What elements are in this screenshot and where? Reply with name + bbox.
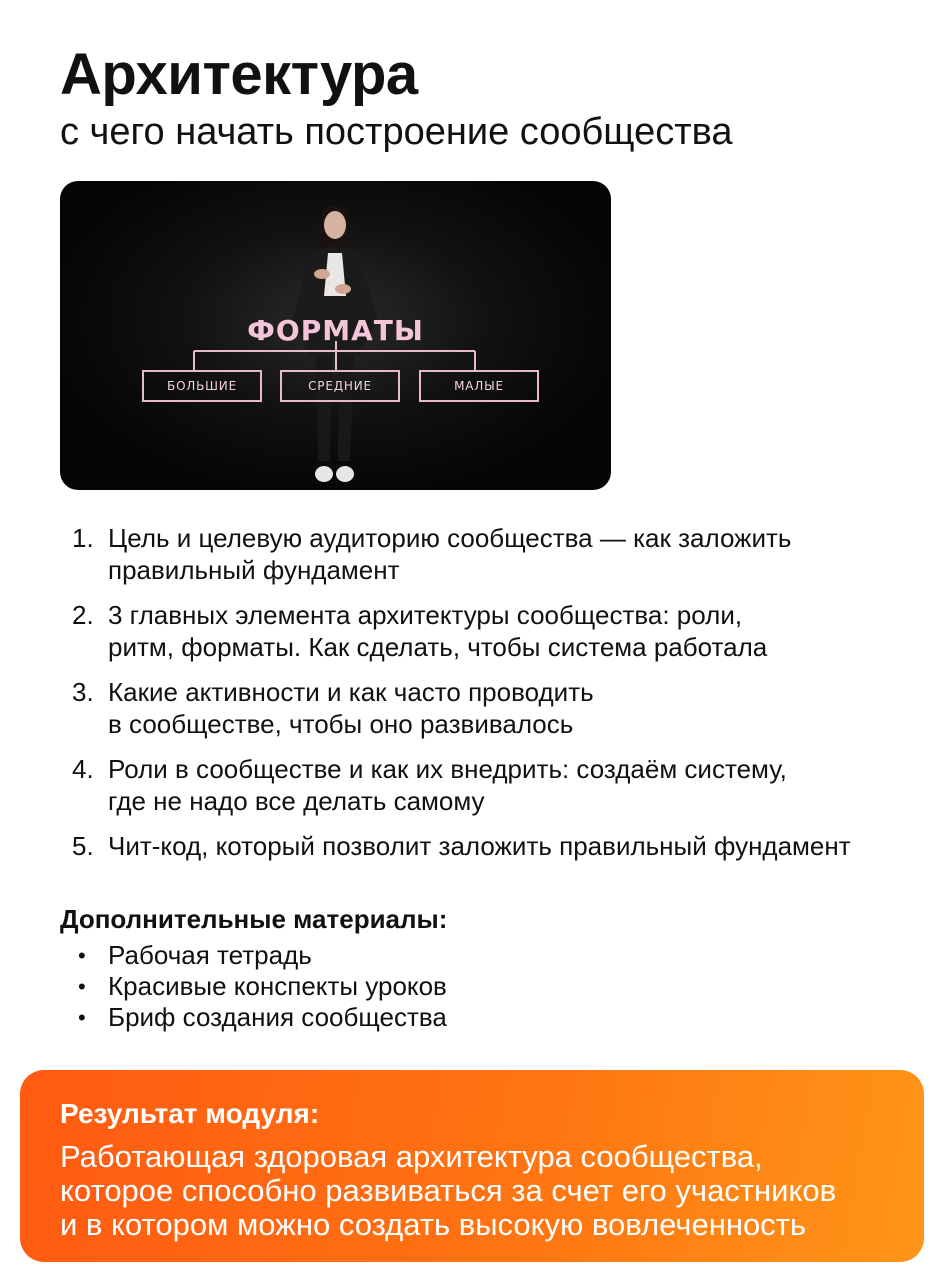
result-heading: Результат модуля: [60, 1098, 320, 1129]
result-text: Работающая здоровая архитектура сообщества, которое способно развиваться за счет его участников и в котором можно создать высокую вовлеченность [60, 1139, 837, 1242]
bullet-icon: • [78, 943, 86, 968]
step-number: 4. [72, 754, 94, 784]
module-steps-list [72, 522, 922, 875]
bullet-icon: • [78, 1005, 86, 1030]
step-number: 3. [72, 677, 94, 707]
list-item [72, 522, 922, 586]
list-item [72, 599, 922, 663]
diagram-box-medium: СРЕДНИЕ [280, 370, 400, 402]
video-preview[interactable] [60, 181, 611, 490]
diagram-title: ФОРМАТЫ [247, 314, 424, 347]
page-subtitle: с чего начать построение сообщества [60, 111, 733, 153]
step-number: 5. [72, 831, 94, 861]
list-item [72, 753, 922, 817]
step-text: Цель и целевую аудиторию сообщества — как заложить правильный фундамент [108, 523, 792, 585]
list-item [78, 940, 447, 971]
extras-item-text: Красивые конспекты уроков [108, 971, 447, 1001]
extras-item-text: Бриф создания сообщества [108, 1002, 447, 1032]
extras-list [78, 940, 447, 1033]
list-item [78, 971, 447, 1002]
step-text: 3 главных элемента архитектуры сообщества: роли, ритм, форматы. Как сделать, чтобы система работала [108, 600, 768, 662]
module-result-card [20, 1070, 924, 1262]
step-number: 2. [72, 600, 94, 630]
extras-heading: Дополнительные материалы: [60, 904, 448, 934]
step-text: Роли в сообществе и как их внедрить: создаём систему, где не надо все делать самому [108, 754, 787, 816]
list-item [72, 676, 922, 740]
diagram-box-small: МАЛЫЕ [419, 370, 539, 402]
bullet-icon: • [78, 974, 86, 999]
step-number: 1. [72, 523, 94, 553]
diagram-box-large: БОЛЬШИЕ [142, 370, 262, 402]
extras-item-text: Рабочая тетрадь [108, 940, 312, 970]
list-item [72, 830, 922, 862]
page-title: Архитектура [60, 42, 418, 107]
step-text: Какие активности и как часто проводить в сообществе, чтобы оно развивалось [108, 677, 594, 739]
list-item [78, 1002, 447, 1033]
step-text: Чит-код, который позволит заложить правильный фундамент [108, 831, 851, 861]
